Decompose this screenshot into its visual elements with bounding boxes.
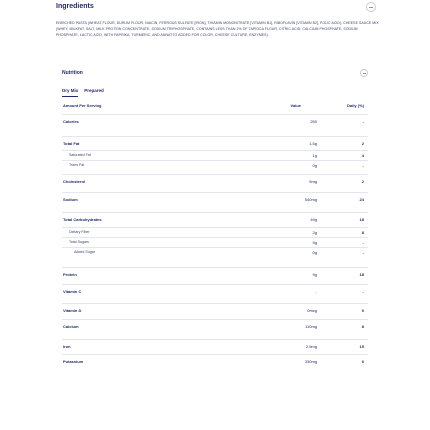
nutrition-title: Nutrition [62, 70, 83, 76]
row-daily: - [362, 289, 364, 294]
row-daily: - [362, 250, 364, 255]
row-value: 0g [312, 250, 317, 255]
row-value: 2.5mg [305, 344, 317, 349]
row-daily: - [362, 240, 364, 245]
row-value: 2g [312, 230, 317, 235]
row-label: Saturated Fat [69, 153, 91, 157]
row-daily: 2 [361, 179, 364, 184]
table-row [62, 339, 368, 354]
table-row [62, 114, 368, 136]
row-label: Protein [63, 272, 77, 277]
ingredients-header[interactable] [56, 2, 376, 14]
row-label: Total Fat [63, 141, 80, 146]
collapse-icon[interactable] [366, 2, 376, 12]
header-value: Value [290, 103, 301, 108]
row-label: Iron [63, 344, 71, 349]
row-label: Calories [63, 119, 79, 124]
table-row [62, 284, 368, 303]
row-daily: 8 [361, 230, 364, 235]
row-value: 330mg [304, 359, 317, 364]
row-label: Vitamin C [63, 289, 82, 294]
row-label: Potassium [63, 359, 84, 364]
table-row [62, 136, 368, 150]
row-label: Dietary Fiber [69, 230, 90, 234]
table-header [62, 101, 368, 114]
row-value: - [315, 289, 317, 294]
row-value: 250 [310, 119, 317, 124]
table-row [62, 247, 368, 267]
row-daily: 8 [361, 324, 364, 329]
row-daily: - [362, 119, 364, 124]
nutrition-header[interactable] [62, 69, 368, 79]
row-label: Total Sugars [69, 240, 89, 244]
row-daily: 18 [359, 272, 364, 277]
row-label: Sodium [63, 197, 78, 202]
row-daily: 15 [359, 344, 364, 349]
table-row [62, 319, 368, 339]
header-label: Amount Per Serving [63, 103, 102, 108]
table-row [62, 150, 368, 160]
table-row [62, 267, 368, 284]
table-row [62, 354, 368, 369]
row-label: Added Sugar [74, 250, 95, 254]
tab-dry-mix[interactable]: Dry Mix [62, 87, 78, 97]
header-daily: Daily (%) [347, 103, 364, 108]
row-label: Vitamin D [63, 308, 82, 313]
row-value: 49g [310, 217, 317, 222]
row-daily: 24 [359, 197, 364, 202]
row-value: 540mg [304, 197, 317, 202]
nutrition-tabs [62, 87, 104, 97]
row-label: Total Carbohydrates [63, 217, 102, 222]
table-row [62, 174, 368, 192]
row-daily: 0 [361, 308, 364, 313]
ingredients-text: ENRICHED PASTA (WHEAT FLOUR, DURUM FLOUR, NIACIN, FERROUS SULFATE [IRON], THIAMIN MONONITRATE [VITAMIN B1], RIBOFLAVIN [VITAMIN B2], FOLIC ACID), CHEESE SAUCE MIX (WHEY, MILKFAT, SALT, MILK PROTEIN CONCENTRATE, SODIUM TRIPHOSPHATE, CONTAINS LESS THAN 2% OF TAPIOCA FLOUR, CITRIC ACID, CALCIUM PHOSPHATE, SODIUM PHOSPHATE, LACTIC ACID, WITH PAPRIKA, TURMERIC, AND ANNATTO ADDED FOR COLOR, CHEESE CULTURE, ENZYMES). [56, 21, 379, 37]
row-value: 1.5g [309, 141, 317, 146]
row-label: Trans Fat [69, 163, 85, 167]
nutrition-table [62, 101, 368, 369]
row-daily: 18 [359, 217, 364, 222]
collapse-icon[interactable] [360, 69, 368, 77]
ingredients-title: Ingredients [56, 3, 94, 10]
tab-prepared[interactable]: Prepared [84, 88, 104, 93]
table-row [62, 160, 368, 174]
table-row [62, 237, 368, 247]
table-row [62, 212, 368, 227]
row-value: 0mcg [307, 308, 317, 313]
row-value: 1g [312, 153, 317, 158]
row-value: 9g [312, 272, 317, 277]
row-daily: - [362, 163, 364, 168]
table-row [62, 192, 368, 212]
row-daily: 6 [361, 359, 364, 364]
table-row [62, 303, 368, 319]
row-daily: 4 [361, 153, 364, 158]
row-value: 0g [312, 163, 317, 168]
row-daily: 2 [361, 141, 364, 146]
row-value: 110mg [305, 324, 317, 329]
row-value: 9g [312, 240, 317, 245]
table-row [62, 227, 368, 237]
row-label: Cholesterol [63, 179, 86, 184]
row-value: 5mg [309, 179, 317, 184]
row-label: Calcium [63, 324, 79, 329]
